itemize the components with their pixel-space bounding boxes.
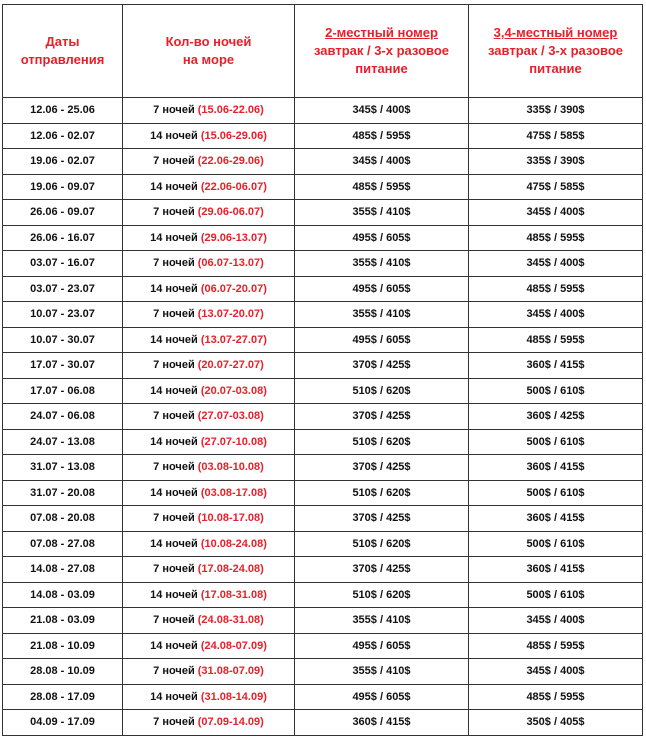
stay-dates: (10.08-17.08) [197, 512, 264, 525]
triple-room-price-cell: 360$ / 425$ [469, 404, 643, 430]
nights-count: 14 ночей [150, 435, 198, 448]
departure-dates-cell: 26.06 - 16.07 [3, 225, 123, 251]
header-departure-dates [3, 5, 123, 98]
stay-dates: (27.07-03.08) [197, 410, 264, 423]
departure-dates-cell: 04.09 - 17.09 [3, 710, 123, 736]
nights-cell [123, 557, 295, 583]
departure-dates-cell: 28.08 - 10.09 [3, 659, 123, 685]
nights-cell [123, 633, 295, 659]
nights-count: 14 ночей [150, 180, 198, 193]
triple-room-price-cell: 500$ / 610$ [469, 480, 643, 506]
departure-dates-cell: 17.07 - 30.07 [3, 353, 123, 379]
departure-dates-cell: 21.08 - 10.09 [3, 633, 123, 659]
triple-room-price-cell: 345$ / 400$ [469, 659, 643, 685]
nights-cell [123, 404, 295, 430]
departure-dates-cell: 31.07 - 13.08 [3, 455, 123, 481]
header-dates-line1: Даты [45, 34, 80, 49]
table-row [3, 98, 643, 124]
double-room-price-cell: 345$ / 400$ [295, 98, 469, 124]
triple-room-price-cell: 485$ / 595$ [469, 276, 643, 302]
nights-count: 14 ночей [150, 588, 198, 601]
triple-room-price-cell: 345$ / 400$ [469, 251, 643, 277]
table-row [3, 557, 643, 583]
nights-count: 7 ночей [153, 257, 195, 270]
table-row [3, 123, 643, 149]
nights-count: 7 ночей [153, 155, 195, 168]
nights-cell [123, 710, 295, 736]
stay-dates: (29.06-13.07) [200, 231, 267, 244]
departure-dates-cell: 24.07 - 06.08 [3, 404, 123, 430]
nights-cell [123, 531, 295, 557]
header-nights-line2: на море [182, 52, 235, 67]
stay-dates: (10.08-24.08) [200, 537, 267, 550]
header-double-room [295, 5, 469, 98]
table-row [3, 327, 643, 353]
departure-dates-cell: 31.07 - 20.08 [3, 480, 123, 506]
nights-count: 14 ночей [150, 231, 198, 244]
table-row [3, 608, 643, 634]
stay-dates: (22.06-06.07) [200, 180, 267, 193]
table-row [3, 276, 643, 302]
header-row [3, 5, 643, 98]
table-row [3, 582, 643, 608]
double-room-price-cell: 355$ / 410$ [295, 302, 469, 328]
nights-count: 14 ночей [150, 282, 198, 295]
nights-cell [123, 480, 295, 506]
double-room-price-cell: 370$ / 425$ [295, 557, 469, 583]
table-row [3, 633, 643, 659]
double-room-price-cell: 345$ / 400$ [295, 149, 469, 175]
departure-dates-cell: 12.06 - 02.07 [3, 123, 123, 149]
departure-dates-cell: 07.08 - 27.08 [3, 531, 123, 557]
nights-count: 7 ночей [153, 614, 195, 627]
table-row [3, 149, 643, 175]
nights-cell [123, 506, 295, 532]
stay-dates: (22.06-29.06) [197, 155, 264, 168]
departure-dates-cell: 14.08 - 27.08 [3, 557, 123, 583]
nights-cell [123, 174, 295, 200]
double-room-price-cell: 355$ / 410$ [295, 200, 469, 226]
triple-room-price-cell: 360$ / 415$ [469, 506, 643, 532]
table-row [3, 200, 643, 226]
nights-cell [123, 608, 295, 634]
triple-room-price-cell: 335$ / 390$ [469, 149, 643, 175]
triple-room-price-cell: 485$ / 595$ [469, 633, 643, 659]
stay-dates: (07.09-14.09) [197, 716, 264, 729]
triple-room-price-cell: 360$ / 415$ [469, 455, 643, 481]
nights-count: 7 ночей [153, 206, 195, 219]
header-triple-room [469, 5, 643, 98]
triple-room-price-cell: 360$ / 415$ [469, 557, 643, 583]
nights-count: 7 ночей [153, 410, 195, 423]
table-row [3, 480, 643, 506]
table-row [3, 710, 643, 736]
header-triple-line3: питание [529, 61, 582, 76]
stay-dates: (24.08-31.08) [197, 614, 264, 627]
triple-room-price-cell: 500$ / 610$ [469, 378, 643, 404]
double-room-price-cell: 355$ / 410$ [295, 251, 469, 277]
nights-cell [123, 98, 295, 124]
nights-count: 14 ночей [150, 690, 198, 703]
double-room-price-cell: 370$ / 425$ [295, 506, 469, 532]
triple-room-price-cell: 500$ / 610$ [469, 582, 643, 608]
table-row [3, 378, 643, 404]
stay-dates: (27.07-10.08) [200, 435, 267, 448]
table-row [3, 302, 643, 328]
triple-room-price-cell: 500$ / 610$ [469, 531, 643, 557]
nights-cell [123, 378, 295, 404]
header-double-line3: питание [355, 61, 408, 76]
double-room-price-cell: 355$ / 410$ [295, 659, 469, 685]
stay-dates: (17.08-24.08) [197, 563, 264, 576]
header-dates-line2: отправления [20, 52, 105, 67]
triple-room-price-cell: 475$ / 585$ [469, 123, 643, 149]
stay-dates: (31.08-07.09) [197, 665, 264, 678]
header-nights-line1: Кол-во ночей [165, 34, 252, 49]
nights-cell [123, 149, 295, 175]
table-row [3, 429, 643, 455]
stay-dates: (29.06-06.07) [197, 206, 264, 219]
triple-room-price-cell: 360$ / 415$ [469, 353, 643, 379]
double-room-price-cell: 510$ / 620$ [295, 378, 469, 404]
nights-count: 14 ночей [150, 384, 198, 397]
departure-dates-cell: 03.07 - 23.07 [3, 276, 123, 302]
stay-dates: (06.07-13.07) [197, 257, 264, 270]
double-room-price-cell: 370$ / 425$ [295, 455, 469, 481]
double-room-price-cell: 495$ / 605$ [295, 327, 469, 353]
table-row [3, 404, 643, 430]
table-row [3, 353, 643, 379]
nights-count: 14 ночей [150, 486, 198, 499]
departure-dates-cell: 24.07 - 13.08 [3, 429, 123, 455]
stay-dates: (15.06-29.06) [200, 129, 267, 142]
table-row [3, 659, 643, 685]
stay-dates: (17.08-31.08) [200, 588, 267, 601]
stay-dates: (20.07-03.08) [200, 384, 267, 397]
nights-cell [123, 251, 295, 277]
stay-dates: (03.08-17.08) [200, 486, 267, 499]
nights-count: 7 ночей [153, 359, 195, 372]
double-room-price-cell: 495$ / 605$ [295, 225, 469, 251]
stay-dates: (20.07-27.07) [197, 359, 264, 372]
header-double-line2: завтрак / 3-х разовое [313, 43, 450, 58]
triple-room-price-cell: 345$ / 400$ [469, 608, 643, 634]
stay-dates: (13.07-20.07) [197, 308, 264, 321]
nights-count: 14 ночей [150, 537, 198, 550]
nights-count: 7 ночей [153, 512, 195, 525]
triple-room-price-cell: 335$ / 390$ [469, 98, 643, 124]
price-table [2, 4, 643, 736]
double-room-price-cell: 510$ / 620$ [295, 582, 469, 608]
departure-dates-cell: 10.07 - 30.07 [3, 327, 123, 353]
nights-cell [123, 455, 295, 481]
double-room-price-cell: 355$ / 410$ [295, 608, 469, 634]
double-room-price-cell: 485$ / 595$ [295, 174, 469, 200]
nights-cell [123, 327, 295, 353]
nights-cell [123, 684, 295, 710]
header-nights [123, 5, 295, 98]
table-row [3, 174, 643, 200]
departure-dates-cell: 12.06 - 25.06 [3, 98, 123, 124]
stay-dates: (15.06-22.06) [197, 104, 264, 117]
triple-room-price-cell: 345$ / 400$ [469, 302, 643, 328]
triple-room-price-cell: 485$ / 595$ [469, 327, 643, 353]
nights-cell [123, 582, 295, 608]
nights-cell [123, 302, 295, 328]
nights-count: 7 ночей [153, 716, 195, 729]
double-room-price-cell: 495$ / 605$ [295, 276, 469, 302]
nights-cell [123, 123, 295, 149]
departure-dates-cell: 19.06 - 09.07 [3, 174, 123, 200]
departure-dates-cell: 28.08 - 17.09 [3, 684, 123, 710]
table-row [3, 225, 643, 251]
stay-dates: (24.08-07.09) [200, 639, 267, 652]
stay-dates: (06.07-20.07) [200, 282, 267, 295]
table-row [3, 531, 643, 557]
double-room-price-cell: 370$ / 425$ [295, 404, 469, 430]
nights-count: 14 ночей [150, 333, 198, 346]
triple-room-price-cell: 485$ / 595$ [469, 225, 643, 251]
double-room-price-cell: 495$ / 605$ [295, 633, 469, 659]
nights-cell [123, 225, 295, 251]
table-row [3, 684, 643, 710]
nights-count: 14 ночей [150, 639, 198, 652]
double-room-price-cell: 495$ / 605$ [295, 684, 469, 710]
stay-dates: (31.08-14.09) [200, 690, 267, 703]
nights-cell [123, 659, 295, 685]
double-room-price-cell: 510$ / 620$ [295, 429, 469, 455]
header-triple-line2: завтрак / 3-х разовое [487, 43, 624, 58]
triple-room-price-cell: 475$ / 585$ [469, 174, 643, 200]
nights-count: 7 ночей [153, 461, 195, 474]
double-room-price-cell: 510$ / 620$ [295, 531, 469, 557]
table-row [3, 455, 643, 481]
triple-room-price-cell: 345$ / 400$ [469, 200, 643, 226]
departure-dates-cell: 03.07 - 16.07 [3, 251, 123, 277]
departure-dates-cell: 19.06 - 02.07 [3, 149, 123, 175]
triple-room-price-cell: 500$ / 610$ [469, 429, 643, 455]
nights-count: 7 ночей [153, 104, 195, 117]
stay-dates: (13.07-27.07) [200, 333, 267, 346]
nights-count: 7 ночей [153, 308, 195, 321]
table-row [3, 251, 643, 277]
nights-count: 7 ночей [153, 665, 195, 678]
double-room-price-cell: 360$ / 415$ [295, 710, 469, 736]
stay-dates: (03.08-10.08) [197, 461, 264, 474]
nights-count: 14 ночей [150, 129, 198, 142]
double-room-price-cell: 485$ / 595$ [295, 123, 469, 149]
triple-room-price-cell: 485$ / 595$ [469, 684, 643, 710]
triple-room-price-cell: 350$ / 405$ [469, 710, 643, 736]
departure-dates-cell: 14.08 - 03.09 [3, 582, 123, 608]
nights-cell [123, 429, 295, 455]
header-triple-title: 3,4-местный номер [493, 25, 618, 40]
departure-dates-cell: 21.08 - 03.09 [3, 608, 123, 634]
departure-dates-cell: 17.07 - 06.08 [3, 378, 123, 404]
nights-count: 7 ночей [153, 563, 195, 576]
table-body [3, 98, 643, 736]
nights-cell [123, 200, 295, 226]
double-room-price-cell: 510$ / 620$ [295, 480, 469, 506]
table-row [3, 506, 643, 532]
double-room-price-cell: 370$ / 425$ [295, 353, 469, 379]
departure-dates-cell: 26.06 - 09.07 [3, 200, 123, 226]
header-double-title: 2-местный номер [325, 25, 438, 40]
departure-dates-cell: 10.07 - 23.07 [3, 302, 123, 328]
departure-dates-cell: 07.08 - 20.08 [3, 506, 123, 532]
nights-cell [123, 276, 295, 302]
nights-cell [123, 353, 295, 379]
